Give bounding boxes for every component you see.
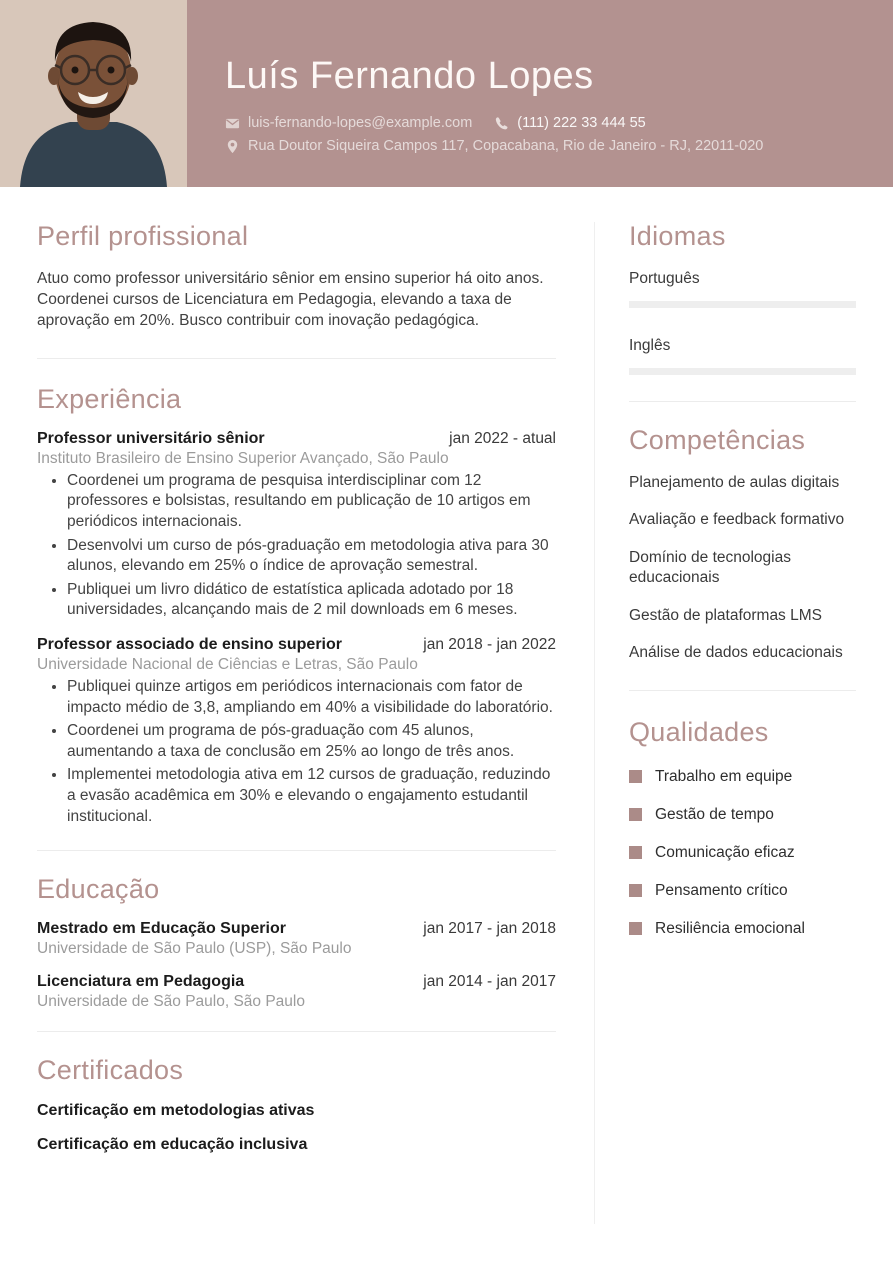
job-bullet: • Publiquei um livro didático de estatística aplicada adotado por 18 universidades, alcançando mais de 2 mil downloads em 6 meses. bbox=[67, 580, 556, 621]
contact-row-1 bbox=[225, 114, 863, 133]
square-bullet-icon bbox=[629, 808, 642, 821]
left-column bbox=[37, 187, 556, 1154]
education-header bbox=[37, 973, 556, 991]
section-divider bbox=[37, 850, 556, 851]
location-pin-icon bbox=[225, 139, 240, 154]
quality-label: Gestão de tempo bbox=[655, 805, 774, 823]
job-bullet-list bbox=[67, 471, 556, 621]
education-entry bbox=[37, 973, 556, 1011]
job-header bbox=[37, 636, 556, 654]
quality-label: Resiliência emocional bbox=[655, 919, 805, 937]
job-bullet: • Coordenei um programa de pesquisa interdisciplinar com 12 professores e bolsistas, resultando em publicação de 10 artigos em periódicos internacionais. bbox=[67, 471, 556, 533]
square-bullet-icon bbox=[629, 922, 642, 935]
skill-item: Planejamento de aulas digitais bbox=[629, 474, 840, 491]
education-dates: jan 2014 - jan 2017 bbox=[423, 973, 556, 991]
job-bullet: • Coordenei um programa de pós-graduação com 45 alunos, aumentando a taxa de conclusão em 25% ao longo de três anos. bbox=[67, 721, 556, 762]
main-content bbox=[0, 187, 893, 1154]
job-header bbox=[37, 430, 556, 448]
language-level-bar bbox=[629, 368, 856, 375]
experience-entry bbox=[37, 636, 556, 827]
quality-item bbox=[629, 844, 856, 862]
profile-photo-illustration bbox=[0, 0, 187, 187]
job-bullet-list bbox=[67, 677, 556, 827]
skill-item: Domínio de tecnologias educacionais bbox=[629, 548, 791, 587]
language-name: Português bbox=[629, 270, 700, 287]
address-text: Rua Doutor Siqueira Campos 117, Copacabana, Rio de Janeiro - RJ, 22011-020 bbox=[248, 138, 764, 155]
certificate-item: Certificação em educação inclusiva bbox=[37, 1136, 308, 1154]
education-dates: jan 2017 - jan 2018 bbox=[423, 920, 556, 938]
experience-entry bbox=[37, 430, 556, 621]
section-divider bbox=[37, 1031, 556, 1032]
sidebar bbox=[629, 187, 856, 1154]
job-bullet: • Desenvolvi um curso de pós-graduação em metodologia ativa para 30 alunos, elevando em 25% o índice de aprovação semestral. bbox=[67, 536, 556, 577]
skill-item: Gestão de plataformas LMS bbox=[629, 606, 822, 624]
quality-item bbox=[629, 806, 856, 824]
degree-title: Licenciatura em Pedagogia bbox=[37, 973, 245, 991]
job-bullet: • Implementei metodologia ativa em 12 cursos de graduação, reduzindo a evasão acadêmica em 30% e elevando o engajamento estudantil institucional. bbox=[67, 765, 556, 827]
certificate-item: Certificação em metodologias ativas bbox=[37, 1102, 315, 1120]
job-organization: Universidade Nacional de Ciências e Letras, São Paulo bbox=[37, 656, 418, 674]
contact-row-2 bbox=[225, 137, 863, 156]
sidebar-divider bbox=[629, 401, 856, 402]
quality-item bbox=[629, 768, 856, 786]
section-title-education: Educação bbox=[37, 874, 160, 905]
skill-item: Avaliação e feedback formativo bbox=[629, 511, 845, 529]
header-text bbox=[187, 0, 893, 187]
phone-text: (111) 222 33 444 55 bbox=[517, 114, 646, 131]
job-role: Professor associado de ensino superior bbox=[37, 636, 342, 654]
job-role: Professor universitário sênior bbox=[37, 429, 265, 447]
job-organization: Instituto Brasileiro de Ensino Superior Avançado, São Paulo bbox=[37, 449, 449, 467]
header bbox=[0, 0, 893, 187]
section-title-languages: Idiomas bbox=[629, 221, 726, 251]
quality-label: Comunicação eficaz bbox=[655, 843, 795, 861]
quality-label: Trabalho em equipe bbox=[655, 767, 793, 785]
profile-photo bbox=[0, 0, 187, 187]
section-title-profile: Perfil profissional bbox=[37, 221, 249, 251]
job-dates: jan 2022 - atual bbox=[449, 429, 556, 447]
square-bullet-icon bbox=[629, 884, 642, 897]
column-divider bbox=[594, 222, 595, 1224]
email-item[interactable] bbox=[225, 114, 472, 133]
education-school: Universidade de São Paulo, São Paulo bbox=[37, 993, 305, 1011]
degree-title: Mestrado em Educação Superior bbox=[37, 920, 286, 938]
section-title-skills: Competências bbox=[629, 425, 806, 455]
language-name: Inglês bbox=[629, 337, 671, 354]
quality-label: Pensamento crítico bbox=[655, 881, 788, 899]
phone-icon bbox=[494, 116, 509, 131]
section-title-certificates: Certificados bbox=[37, 1055, 184, 1086]
contact-info bbox=[225, 114, 863, 156]
job-bullet: • Publiquei quinze artigos em periódicos internacionais com fator de impacto médio de 3,8, ampliando em 40% a visibilidade do laboratório. bbox=[67, 677, 556, 718]
quality-item bbox=[629, 882, 856, 900]
address-item bbox=[225, 137, 763, 156]
envelope-icon bbox=[225, 116, 240, 131]
language-level-bar bbox=[629, 301, 856, 308]
square-bullet-icon bbox=[629, 770, 642, 783]
job-dates: jan 2018 - jan 2022 bbox=[423, 636, 556, 654]
email-text: luis-fernando-lopes@example.com bbox=[248, 114, 473, 131]
profile-summary: Atuo como professor universitário sênior em ensino superior há oito anos. Coordenei cursos de Licenciatura em Pedagogia, elevando a taxa de aprovação em 20%. Busco contribuir com inovação pedagógica. bbox=[37, 270, 544, 329]
education-entry bbox=[37, 920, 556, 958]
education-school: Universidade de São Paulo (USP), São Paulo bbox=[37, 940, 352, 958]
square-bullet-icon bbox=[629, 846, 642, 859]
candidate-name: Luís Fernando Lopes bbox=[225, 55, 594, 97]
section-divider bbox=[37, 358, 556, 359]
quality-item bbox=[629, 920, 856, 938]
skill-item: Análise de dados educacionais bbox=[629, 644, 843, 662]
section-title-qualities: Qualidades bbox=[629, 716, 769, 747]
language-item bbox=[629, 270, 856, 308]
education-header bbox=[37, 920, 556, 938]
language-item bbox=[629, 337, 856, 375]
section-title-experience: Experiência bbox=[37, 383, 182, 414]
sidebar-divider bbox=[629, 690, 856, 691]
phone-item bbox=[494, 114, 645, 133]
